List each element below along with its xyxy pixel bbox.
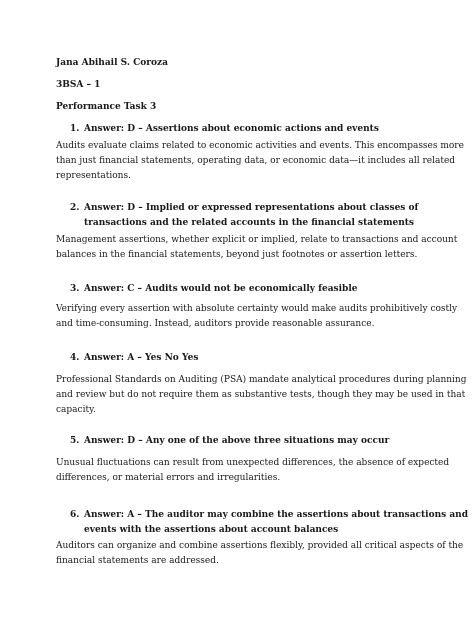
item-answer <box>84 201 438 231</box>
item-number: 3. <box>70 284 80 294</box>
explanation-line: Verifying every assertion with absolute certainty would make audits prohibitively costly <box>56 304 458 314</box>
item-number: 1. <box>70 124 80 134</box>
explanation-line: financial statements are addressed. <box>56 556 219 566</box>
item-answer <box>84 122 438 137</box>
explanation-line: Professional Standards on Auditing (PSA) mandate analytical procedures during planning <box>56 375 467 385</box>
item-explanation <box>56 139 464 184</box>
answer-line: Answer: D – Any one of the above three situations may occur <box>84 436 390 446</box>
item-answer <box>84 351 438 366</box>
explanation-line: balances in the financial statements, beyond just footnotes or assertion letters. <box>56 250 418 260</box>
item-answer <box>84 508 468 538</box>
item-explanation <box>56 233 458 263</box>
item-explanation <box>56 456 450 486</box>
explanation-line: Audits evaluate claims related to economic activities and events. This encompasses more <box>56 141 464 151</box>
section-label: 3BSA – 1 <box>56 80 101 90</box>
explanation-line: differences, or material errors and irregularities. <box>56 473 281 483</box>
explanation-line: representations. <box>56 171 131 181</box>
item-explanation <box>56 302 458 332</box>
item-number: 4. <box>70 353 80 363</box>
answer-line: Answer: C – Audits would not be economically feasible <box>84 284 358 294</box>
item-number: 5. <box>70 436 80 446</box>
explanation-line: than just financial statements, operating data, or economic data—it includes all related <box>56 156 456 166</box>
item-number: 6. <box>70 510 80 520</box>
answer-line: Answer: D – Implied or expressed representations about classes of <box>84 203 419 213</box>
item-explanation <box>56 539 464 569</box>
answer-line: Answer: A – The auditor may combine the assertions about transactions and <box>84 510 468 520</box>
task-title: Performance Task 3 <box>56 102 157 112</box>
explanation-line: Unusual fluctuations can result from unexpected differences, the absence of expected <box>56 458 450 468</box>
item-answer <box>84 434 438 449</box>
item-explanation <box>56 373 467 418</box>
explanation-line: and review but do not require them as substantive tests, though they may be used in that <box>56 390 466 400</box>
author-name: Jana Abihail S. Coroza <box>56 58 168 68</box>
explanation-line: Auditors can organize and combine assertions flexibly, provided all critical aspects of the <box>56 541 464 551</box>
answer-line: Answer: D – Assertions about economic actions and events <box>84 124 379 134</box>
answer-line: events with the assertions about account balances <box>84 525 339 535</box>
explanation-line: and time-consuming. Instead, auditors provide reasonable assurance. <box>56 319 375 329</box>
item-number: 2. <box>70 203 80 213</box>
explanation-line: Management assertions, whether explicit or implied, relate to transactions and account <box>56 235 458 245</box>
explanation-line: capacity. <box>56 405 96 415</box>
answer-line: Answer: A – Yes No Yes <box>84 353 199 363</box>
item-answer <box>84 282 438 297</box>
answer-line: transactions and the related accounts in the financial statements <box>84 218 414 228</box>
